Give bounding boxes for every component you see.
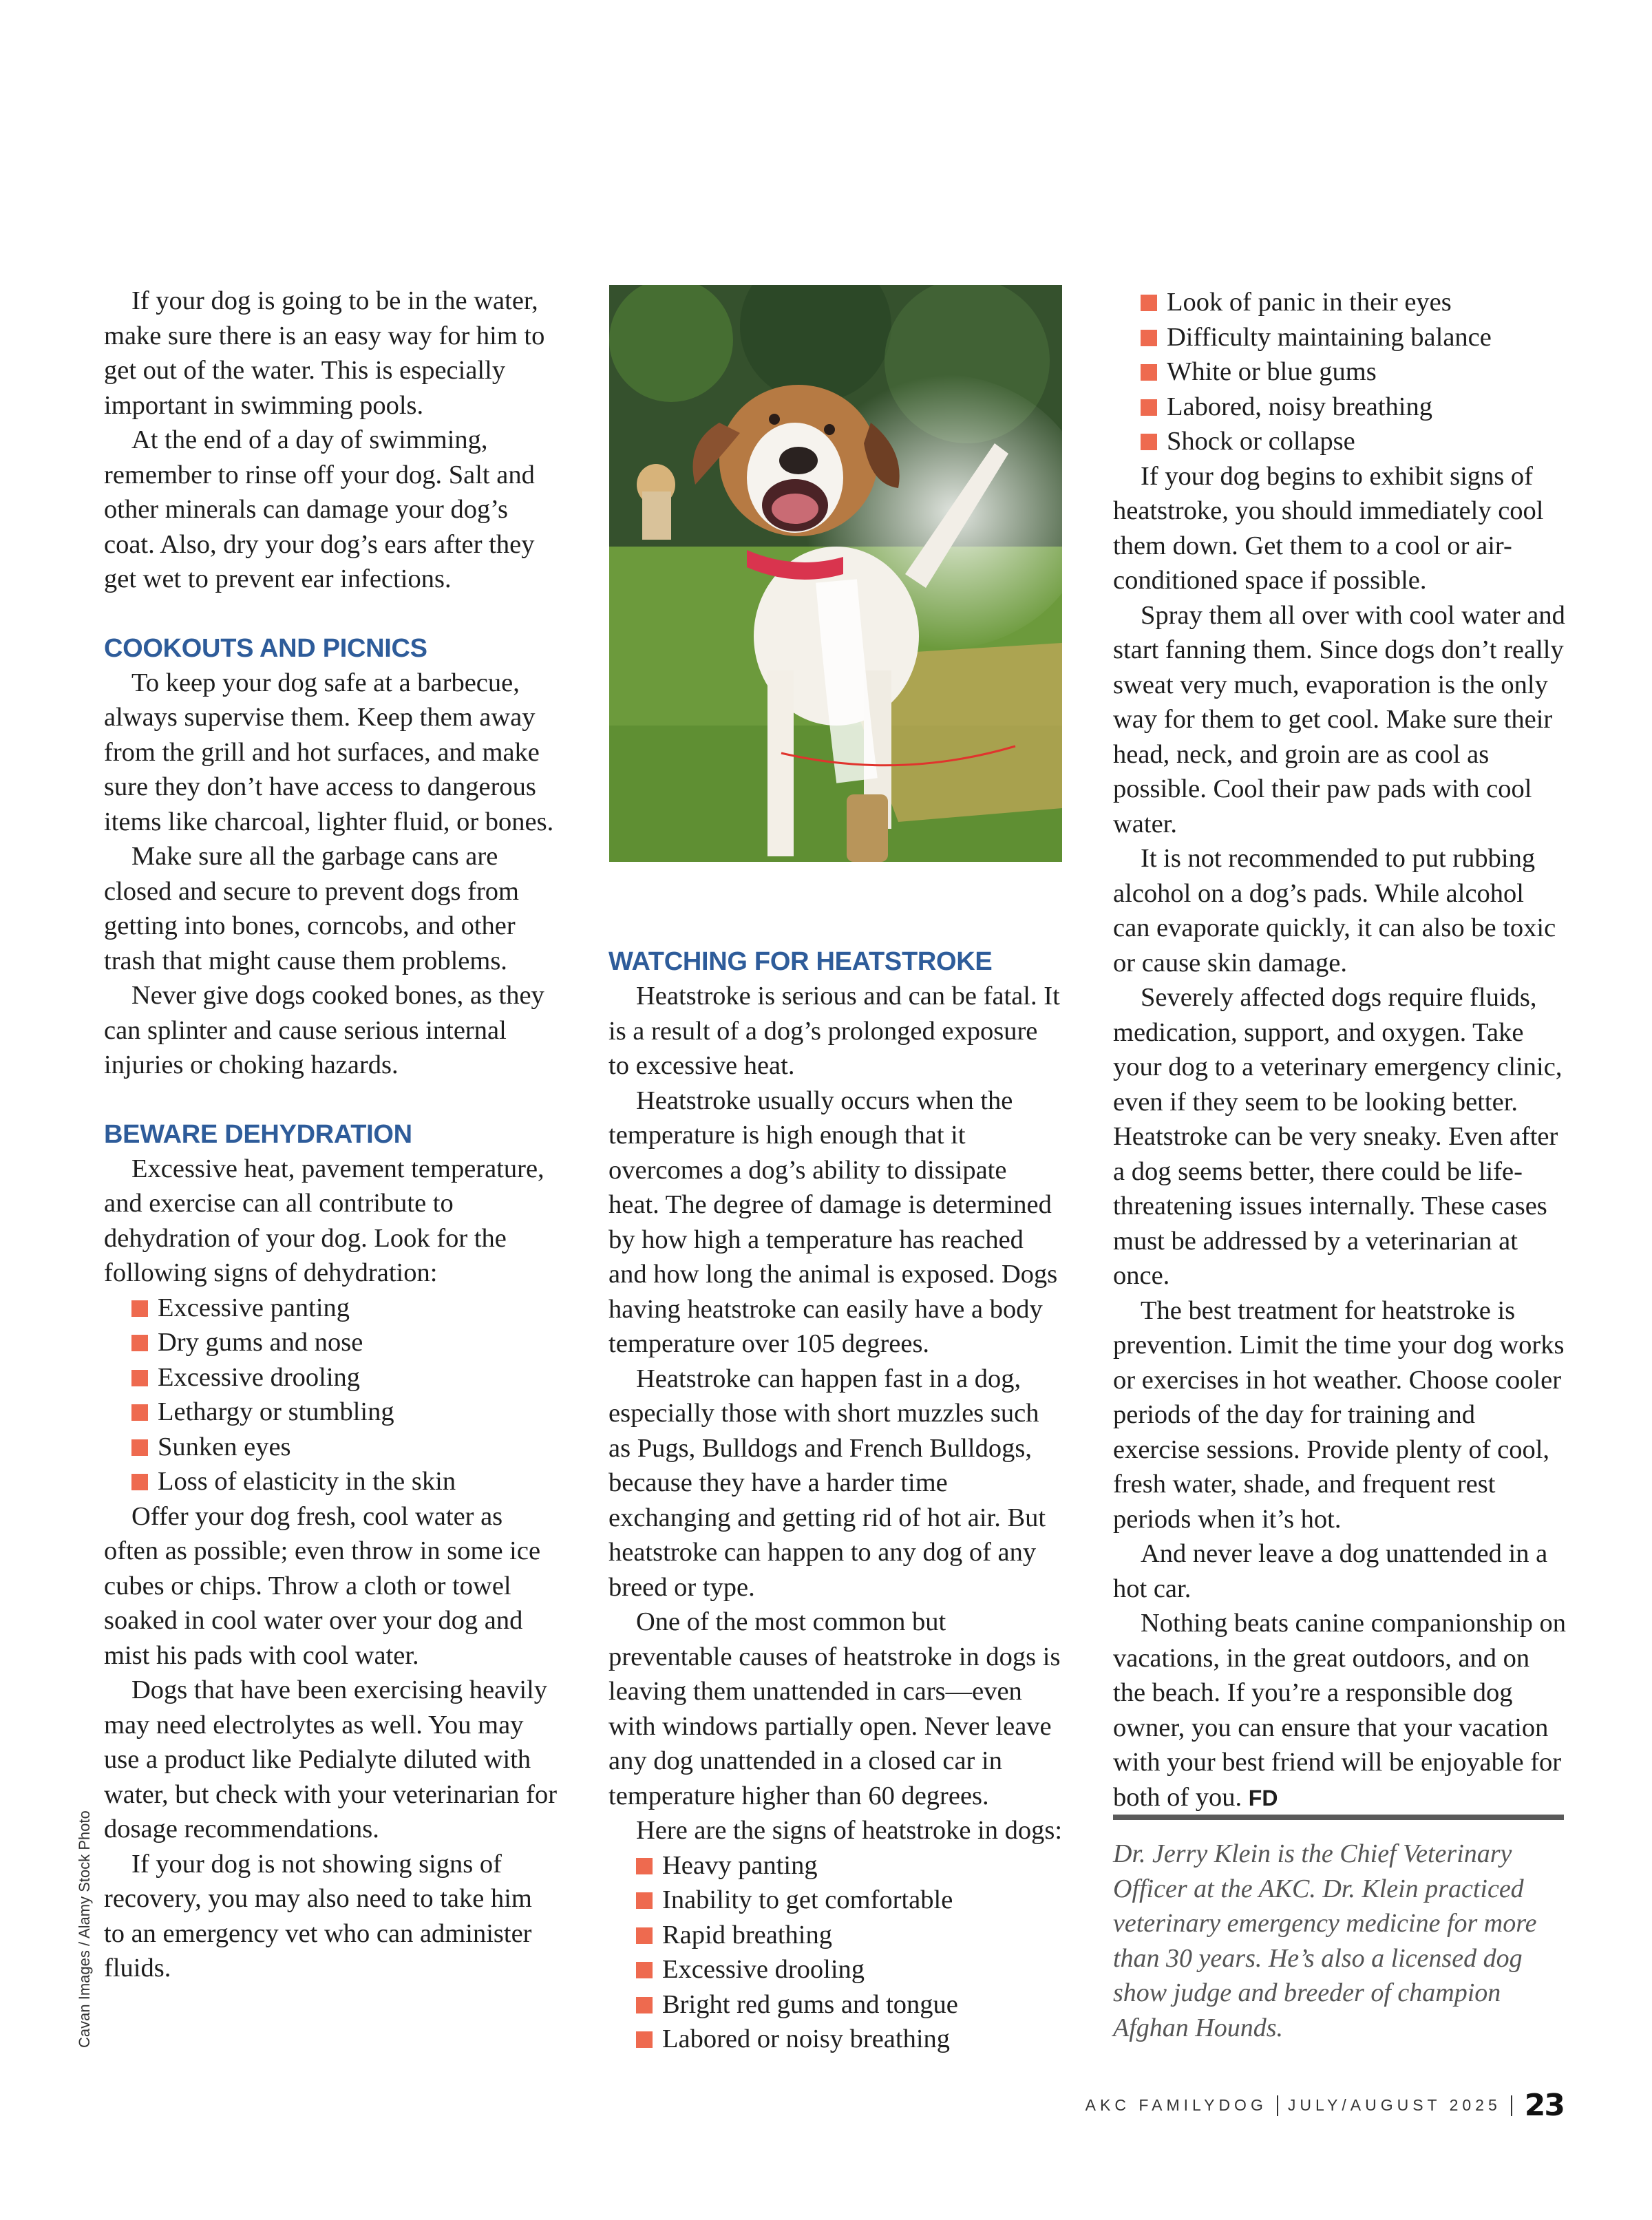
square-bullet-icon [1141,434,1157,450]
list-item: Labored, noisy breathing [1141,390,1567,425]
list-item: Excessive drooling [131,1360,558,1395]
paragraph: Severely affected dogs require fluids, medication, support, and oxygen. Take your dog to a veterinary emergency clinic, even if they seem to be looking better. Heatstroke can be very sneaky. Even after a dog seems better, there could be life-threatening issues internally. These cases must be addressed by a veterinarian at once. [1113,983,1563,1290]
square-bullet-icon [1141,330,1157,346]
paragraph: The best treatment for heatstroke is prevention. Limit the time your dog works or exercises in hot weather. Choose cooler periods of the day for training and exercise sessions. Provide plenty of cool, fresh water, shade, and frequent rest periods when it’s hot. [1113,1296,1565,1534]
list-item: Excessive drooling [636,1952,1063,1987]
list-item: Excessive panting [131,1291,558,1326]
dehydration-signs-list [104,1291,558,1499]
dog-photo [609,285,1062,862]
square-bullet-icon [1141,364,1157,381]
paragraph: To keep your dog safe at a barbecue, always supervise them. Keep them away from the grill and hot surfaces, and make sure they don’t have access to dangerous items like charcoal, lighter fluid, or bones. [104,668,554,836]
paragraph: Heatstroke is serious and can be fatal. It is a result of a dog’s prolonged exposure to excessive heat. [608,982,1060,1080]
square-bullet-icon [1141,295,1157,311]
dog-in-sprinkler-image [609,285,1062,862]
section-heading-heatstroke: WATCHING FOR HEATSTROKE [608,947,993,976]
end-mark: FD [1248,1785,1278,1810]
paragraph: One of the most common but preventable causes of heatstroke in dogs is leaving them unattended in cars—even with windows partially open. Never leave any dog unattended in a closed car in temperature higher than 60 degrees. [608,1607,1061,1810]
paragraph: Here are the signs of heatstroke in dogs: [636,1816,1063,1845]
page-number: 23 [1524,2088,1564,2123]
author-bio: Dr. Jerry Klein is the Chief Veterinary Officer at the AKC. Dr. Klein practiced veterinary emergency medicine for more than 30 years. He’s also a licensed dog show judge and breeder of champion Afghan Hounds. [1113,1839,1537,2042]
list-item: Bright red gums and tongue [636,1987,1063,2022]
divider [1277,2095,1278,2116]
square-bullet-icon [636,1858,653,1874]
issue-date: JULY/AUGUST 2025 [1287,2096,1501,2114]
paragraph: Dogs that have been exercising heavily may need electrolytes as well. You may use a product like Pedialyte diluted with water, but check with your veterinarian for dosage recommendations. [104,1675,558,1843]
list-item: Rapid breathing [636,1918,1063,1953]
list-item: Lethargy or stumbling [131,1395,558,1430]
square-bullet-icon [131,1404,148,1421]
paragraph: It is not recommended to put rubbing alcohol on a dog’s pads. While alcohol can evaporate quickly, it can also be toxic or cause skin damage. [1113,844,1556,977]
paragraph: Spray them all over with cool water and start fanning them. Since dogs don’t really sweat very much, evaporation is the only way for them to get cool. Make sure their head, neck, and groin are as cool as possible. Cool their paw pads with cool water. [1113,600,1565,838]
paragraph: Offer your dog fresh, cool water as often as possible; even throw in some ice cubes or chips. Throw a cloth or towel soaked in cool water over your dog and mist his pads with cool water. [104,1501,541,1670]
paragraph: If your dog is going to be in the water, make sure there is an easy way for him to get out of the water. This is especially important in swimming pools. [104,286,545,420]
square-bullet-icon [636,1997,653,2013]
list-item: Inability to get comfortable [636,1883,1063,1918]
heatstroke-signs-list [608,1848,1063,2057]
square-bullet-icon [636,1892,653,1909]
closing-paragraph: Nothing beats canine companionship on vacations, in the great outdoors, and on the beach. If you’re a responsible dog owner, you can ensure that your vacation with your best friend will be enjoyable for both of you. FD [1113,1609,1567,1812]
left-column [104,284,558,1986]
paragraph: At the end of a day of swimming, remember to rinse off your dog. Salt and other minerals can damage your dog’s coat. Also, dry your dog’s ears after they get wet to prevent ear infections. [104,425,535,593]
middle-column [608,944,1063,2057]
square-bullet-icon [636,1927,653,1944]
paragraph: Heatstroke can happen fast in a dog, especially those with short muzzles such as Pugs, Bulldogs and French Bulldogs, because they have a harder time exchanging and getting rid of hot air. But heatstroke can happen to any dog of any breed or type. [608,1364,1046,1602]
divider [1511,2095,1512,2116]
list-item: Dry gums and nose [131,1325,558,1360]
list-item: Loss of elasticity in the skin [131,1464,558,1499]
square-bullet-icon [1141,399,1157,416]
section-heading-dehydration: BEWARE DEHYDRATION [104,1119,412,1149]
page-footer [1086,2088,1564,2123]
square-bullet-icon [636,2031,653,2048]
square-bullet-icon [636,1962,653,1978]
bio-divider [1113,1815,1564,1820]
list-item: Heavy panting [636,1848,1063,1883]
square-bullet-icon [131,1439,148,1456]
list-item: Shock or collapse [1141,424,1567,459]
paragraph: And never leave a dog unattended in a hot car. [1113,1539,1548,1603]
photo-credit: Cavan Images / Alamy Stock Photo [76,1810,93,2048]
list-item: White or blue gums [1141,355,1567,390]
right-column [1113,285,1567,1815]
publication-name: AKC FAMILYDOG [1085,2096,1267,2114]
square-bullet-icon [131,1370,148,1386]
paragraph: Excessive heat, pavement temperature, and exercise can all contribute to dehydration of your dog. Look for the following signs of dehydration: [104,1154,544,1287]
list-item: Labored or noisy breathing [636,2022,1063,2057]
list-item: Difficulty maintaining balance [1141,320,1567,355]
paragraph: If your dog is not showing signs of recovery, you may also need to take him to an emergency vet who can administer fluids. [104,1849,532,1983]
heatstroke-signs-list-continued [1113,285,1567,459]
square-bullet-icon [131,1335,148,1351]
list-item: Sunken eyes [131,1430,558,1465]
paragraph: If your dog begins to exhibit signs of heatstroke, you should immediately cool them down. Get them to a cool or air-conditioned space if possible. [1113,461,1544,595]
paragraph: Heatstroke usually occurs when the temperature is high enough that it overcomes a dog’s ability to dissipate heat. The degree of damage is determined by how high a temperature has reached and how long the animal is exposed. Dogs having heatstroke can easily have a body temperature over 105 degrees. [608,1086,1058,1358]
paragraph: Make sure all the garbage cans are closed and secure to prevent dogs from getting into bones, corncobs, and other trash that might cause them problems. [104,842,519,975]
paragraph: Never give dogs cooked bones, as they can splinter and cause serious internal injuries or choking hazards. [104,981,544,1079]
square-bullet-icon [131,1300,148,1317]
list-item: Look of panic in their eyes [1141,285,1567,320]
square-bullet-icon [131,1474,148,1490]
section-heading-cookouts: COOKOUTS AND PICNICS [104,633,427,663]
